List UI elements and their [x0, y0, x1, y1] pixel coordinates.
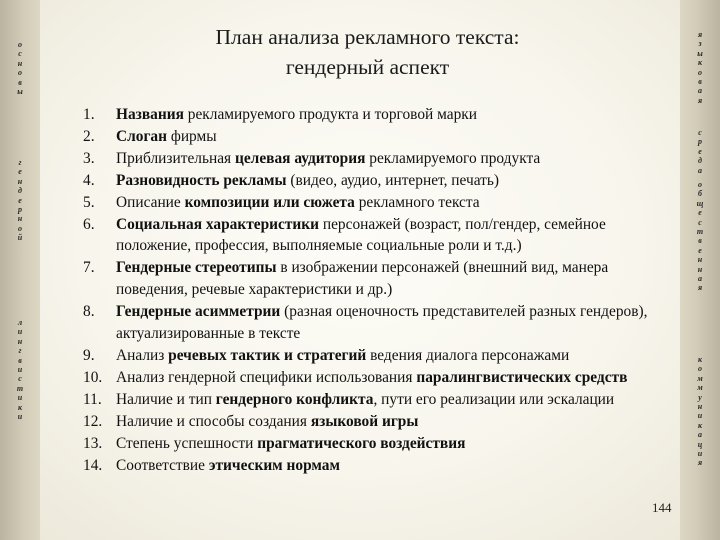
list-item-number: 12. [83, 412, 103, 430]
list-item-text: рекламного текста [354, 193, 480, 211]
list-item-number: 14. [83, 456, 103, 474]
list-item [83, 104, 658, 126]
list-item-keyword: языковой игры [310, 412, 419, 430]
list-item-keyword: этическим нормам [208, 456, 340, 474]
title-line-2: гендерный аспект [285, 55, 450, 79]
list-item-number: 8. [83, 303, 95, 321]
right-margin-word-1: я з ы к о в а я [697, 30, 703, 105]
list-item-keyword: Гендерные асимметрии [116, 303, 281, 321]
list-item-text: Описание [116, 193, 185, 211]
list-item-keyword: прагматического воздействия [257, 434, 466, 452]
list-item-number: 7. [83, 259, 95, 277]
list-item-text: Приблизительная [116, 149, 235, 167]
list-item [83, 192, 658, 214]
list-item [83, 345, 658, 367]
list-item-text: Анализ [116, 346, 169, 364]
list-item-keyword: Гендерные стереотипы [116, 259, 277, 277]
left-margin-band [0, 0, 40, 540]
list-item-number: 5. [83, 193, 95, 211]
list-item-text: Наличие и тип [116, 390, 216, 408]
list-item-text: Степень успешности [116, 434, 258, 452]
page-number: 144 [652, 500, 672, 515]
list-item [83, 170, 658, 192]
list-item-text: ведения диалога персонажами [366, 346, 570, 364]
list-item-text: в изображении персонажей (внешний вид, манера поведения, речевые характеристики и др.) [116, 259, 609, 299]
list-item [83, 257, 658, 301]
list-item-keyword: Разновидность рекламы [116, 171, 287, 189]
list-item-text: (разная оценочность представителей разных гендеров), актуализированные в тексте [116, 303, 648, 343]
list-item-number: 4. [83, 171, 95, 189]
list-item-number: 6. [83, 215, 95, 233]
page-title [95, 22, 640, 82]
list-item [83, 214, 658, 258]
right-margin-word-2: с р е д а [698, 128, 702, 175]
list-item [83, 367, 658, 389]
list-item-text: Анализ гендерной специфики использования [116, 368, 417, 386]
list-item-keyword: паралингвистических средств [416, 368, 628, 386]
list-item-text: рекламируемого продукта [365, 149, 541, 167]
list-item-text: Соответствие [116, 456, 209, 474]
analysis-plan-list [83, 104, 658, 476]
list-item [83, 455, 658, 477]
list-item [83, 301, 658, 345]
list-item-text: рекламируемого продукта и торговой марки [183, 106, 477, 123]
list-item-text: фирмы [167, 127, 217, 145]
list-item-number: 11. [83, 390, 102, 408]
list-item [83, 389, 658, 411]
list-item-number: 13. [83, 434, 103, 452]
list-item-number: 9. [83, 346, 95, 364]
list-item-number: 1. [83, 106, 95, 123]
left-margin-word-1: о с н о в ы [17, 40, 23, 97]
right-margin-band [680, 0, 720, 540]
title-line-1: План анализа рекламного текста: [215, 25, 520, 49]
left-margin-word-2: г е н д е р н о й [17, 158, 23, 243]
list-item [83, 433, 658, 455]
list-item-keyword: гендерного конфликта [215, 390, 374, 408]
list-item [83, 126, 658, 148]
list-item-number: 10. [83, 368, 103, 386]
list-item-text: , пути его реализации или эскалации [373, 390, 615, 408]
list-item-number: 2. [83, 127, 95, 145]
list-item-text: персонажей (возраст, пол/гендер, семейное положение, профессия, выполняемые социальные роли и т.д.) [116, 215, 606, 255]
left-margin-word-3: л и н г в и с т и к и [16, 318, 24, 422]
list-item-keyword: Социальная характеристики [116, 215, 320, 233]
list-item-text: Наличие и способы создания [116, 412, 311, 430]
list-item-text: (видео, аудио, интернет, печать) [286, 171, 500, 189]
list-item [83, 148, 658, 170]
list-item-number: 3. [83, 149, 95, 167]
list-item-keyword: Названия [116, 106, 184, 123]
list-item-keyword: композиции или сюжета [184, 193, 355, 211]
right-margin-word-4: к о м м у н и к а ц и я [697, 355, 703, 468]
list-item [83, 411, 658, 433]
right-margin-word-3: о б щ е с т в е н н а я [696, 180, 704, 293]
list-item-keyword: целевая аудитория [234, 149, 366, 167]
list-item-keyword: речевых тактик и стратегий [168, 346, 367, 364]
list-item-keyword: Слоган [116, 127, 167, 145]
